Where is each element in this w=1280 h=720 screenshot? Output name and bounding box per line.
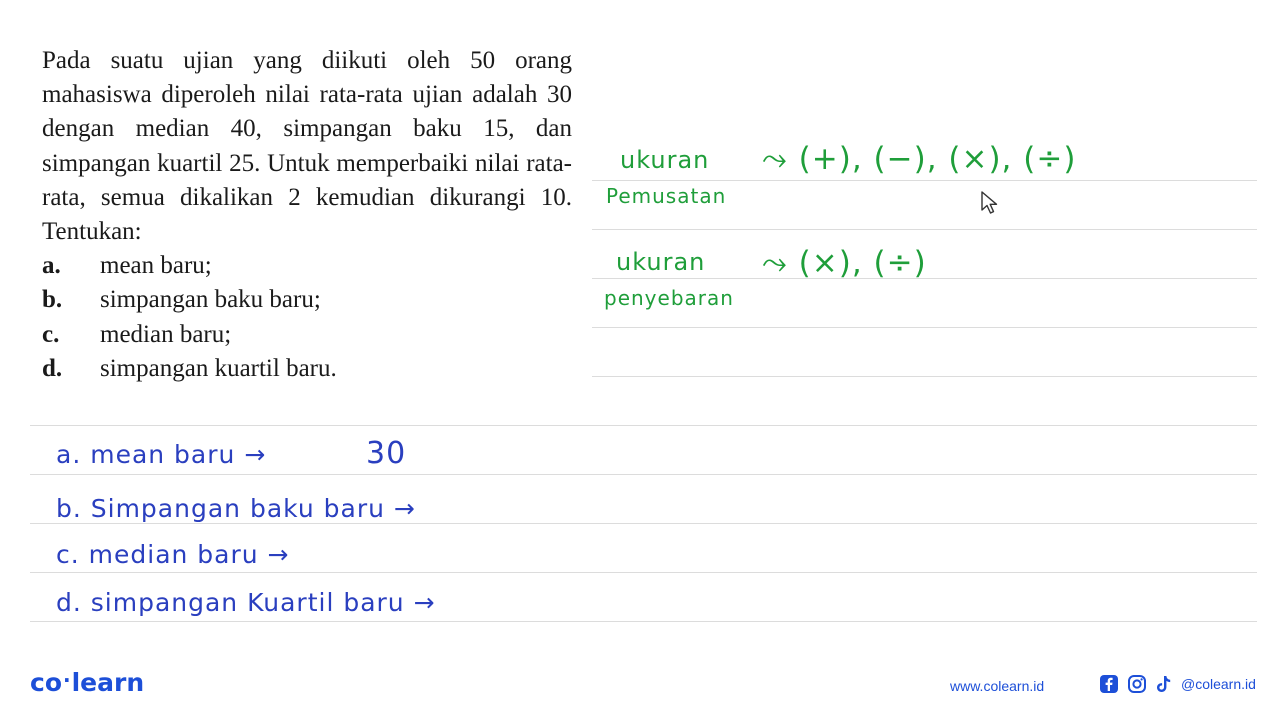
social-links xyxy=(1099,674,1256,694)
ruled-line xyxy=(30,474,1257,475)
answer-c: c. median baru → xyxy=(56,540,290,569)
logo-left: co xyxy=(30,668,62,697)
colearn-logo xyxy=(30,668,144,697)
item-label: c. xyxy=(42,320,60,348)
ruled-line xyxy=(592,229,1257,230)
ruled-line xyxy=(30,572,1257,573)
note-center-line1: ukuran xyxy=(620,146,710,174)
website-link[interactable]: www.colearn.id xyxy=(950,678,1045,694)
item-text: simpangan baku baru; xyxy=(100,286,321,314)
cursor-arrow-icon xyxy=(980,190,1000,216)
ruled-line xyxy=(592,327,1257,328)
ruled-line xyxy=(30,621,1257,622)
item-label: d. xyxy=(42,354,63,382)
item-label: b. xyxy=(42,286,63,314)
note-spread-line1: ukuran xyxy=(616,248,706,276)
item-text: simpangan kuartil baru. xyxy=(100,354,337,382)
logo-dot: · xyxy=(63,668,71,692)
problem-statement xyxy=(42,44,572,386)
tiktok-icon[interactable] xyxy=(1155,674,1173,694)
problem-item-b xyxy=(42,283,572,317)
problem-items xyxy=(42,249,572,386)
answer-b: b. Simpangan baku baru → xyxy=(56,494,416,523)
note-center-line2: Pemusatan xyxy=(606,184,727,208)
ruled-line xyxy=(592,180,1257,181)
ruled-line xyxy=(30,523,1257,524)
problem-item-c xyxy=(42,318,572,352)
problem-item-d xyxy=(42,352,572,386)
note-center-operations: ⤳ (+), (−), (×), (÷) xyxy=(762,141,1077,177)
item-text: mean baru; xyxy=(100,252,212,280)
answer-a: a. mean baru → xyxy=(56,440,267,469)
ruled-line xyxy=(592,376,1257,377)
note-spread-operations: ⤳ (×), (÷) xyxy=(762,245,927,281)
logo-right: learn xyxy=(71,668,145,697)
instagram-icon[interactable] xyxy=(1127,674,1147,694)
problem-item-a xyxy=(42,249,572,283)
item-text: median baru; xyxy=(100,320,232,348)
answer-a-value: 30 xyxy=(366,436,407,471)
social-handle[interactable]: @colearn.id xyxy=(1181,676,1256,692)
facebook-icon[interactable] xyxy=(1099,674,1119,694)
answer-d: d. simpangan Kuartil baru → xyxy=(56,588,436,617)
problem-paragraph: Pada suatu ujian yang diikuti oleh 50 orang mahasiswa diperoleh nilai rata-rata ujian adalah 30 dengan median 40, simpangan baku 15, dan simpangan kuartil 25. Untuk memperbaiki nilai rata-rata, semua dikalikan 2 kemudian dikurangi 10. Tentukan: xyxy=(42,47,572,246)
note-spread-line2: penyebaran xyxy=(604,286,734,310)
item-label: a. xyxy=(42,252,61,280)
ruled-line xyxy=(30,425,1257,426)
